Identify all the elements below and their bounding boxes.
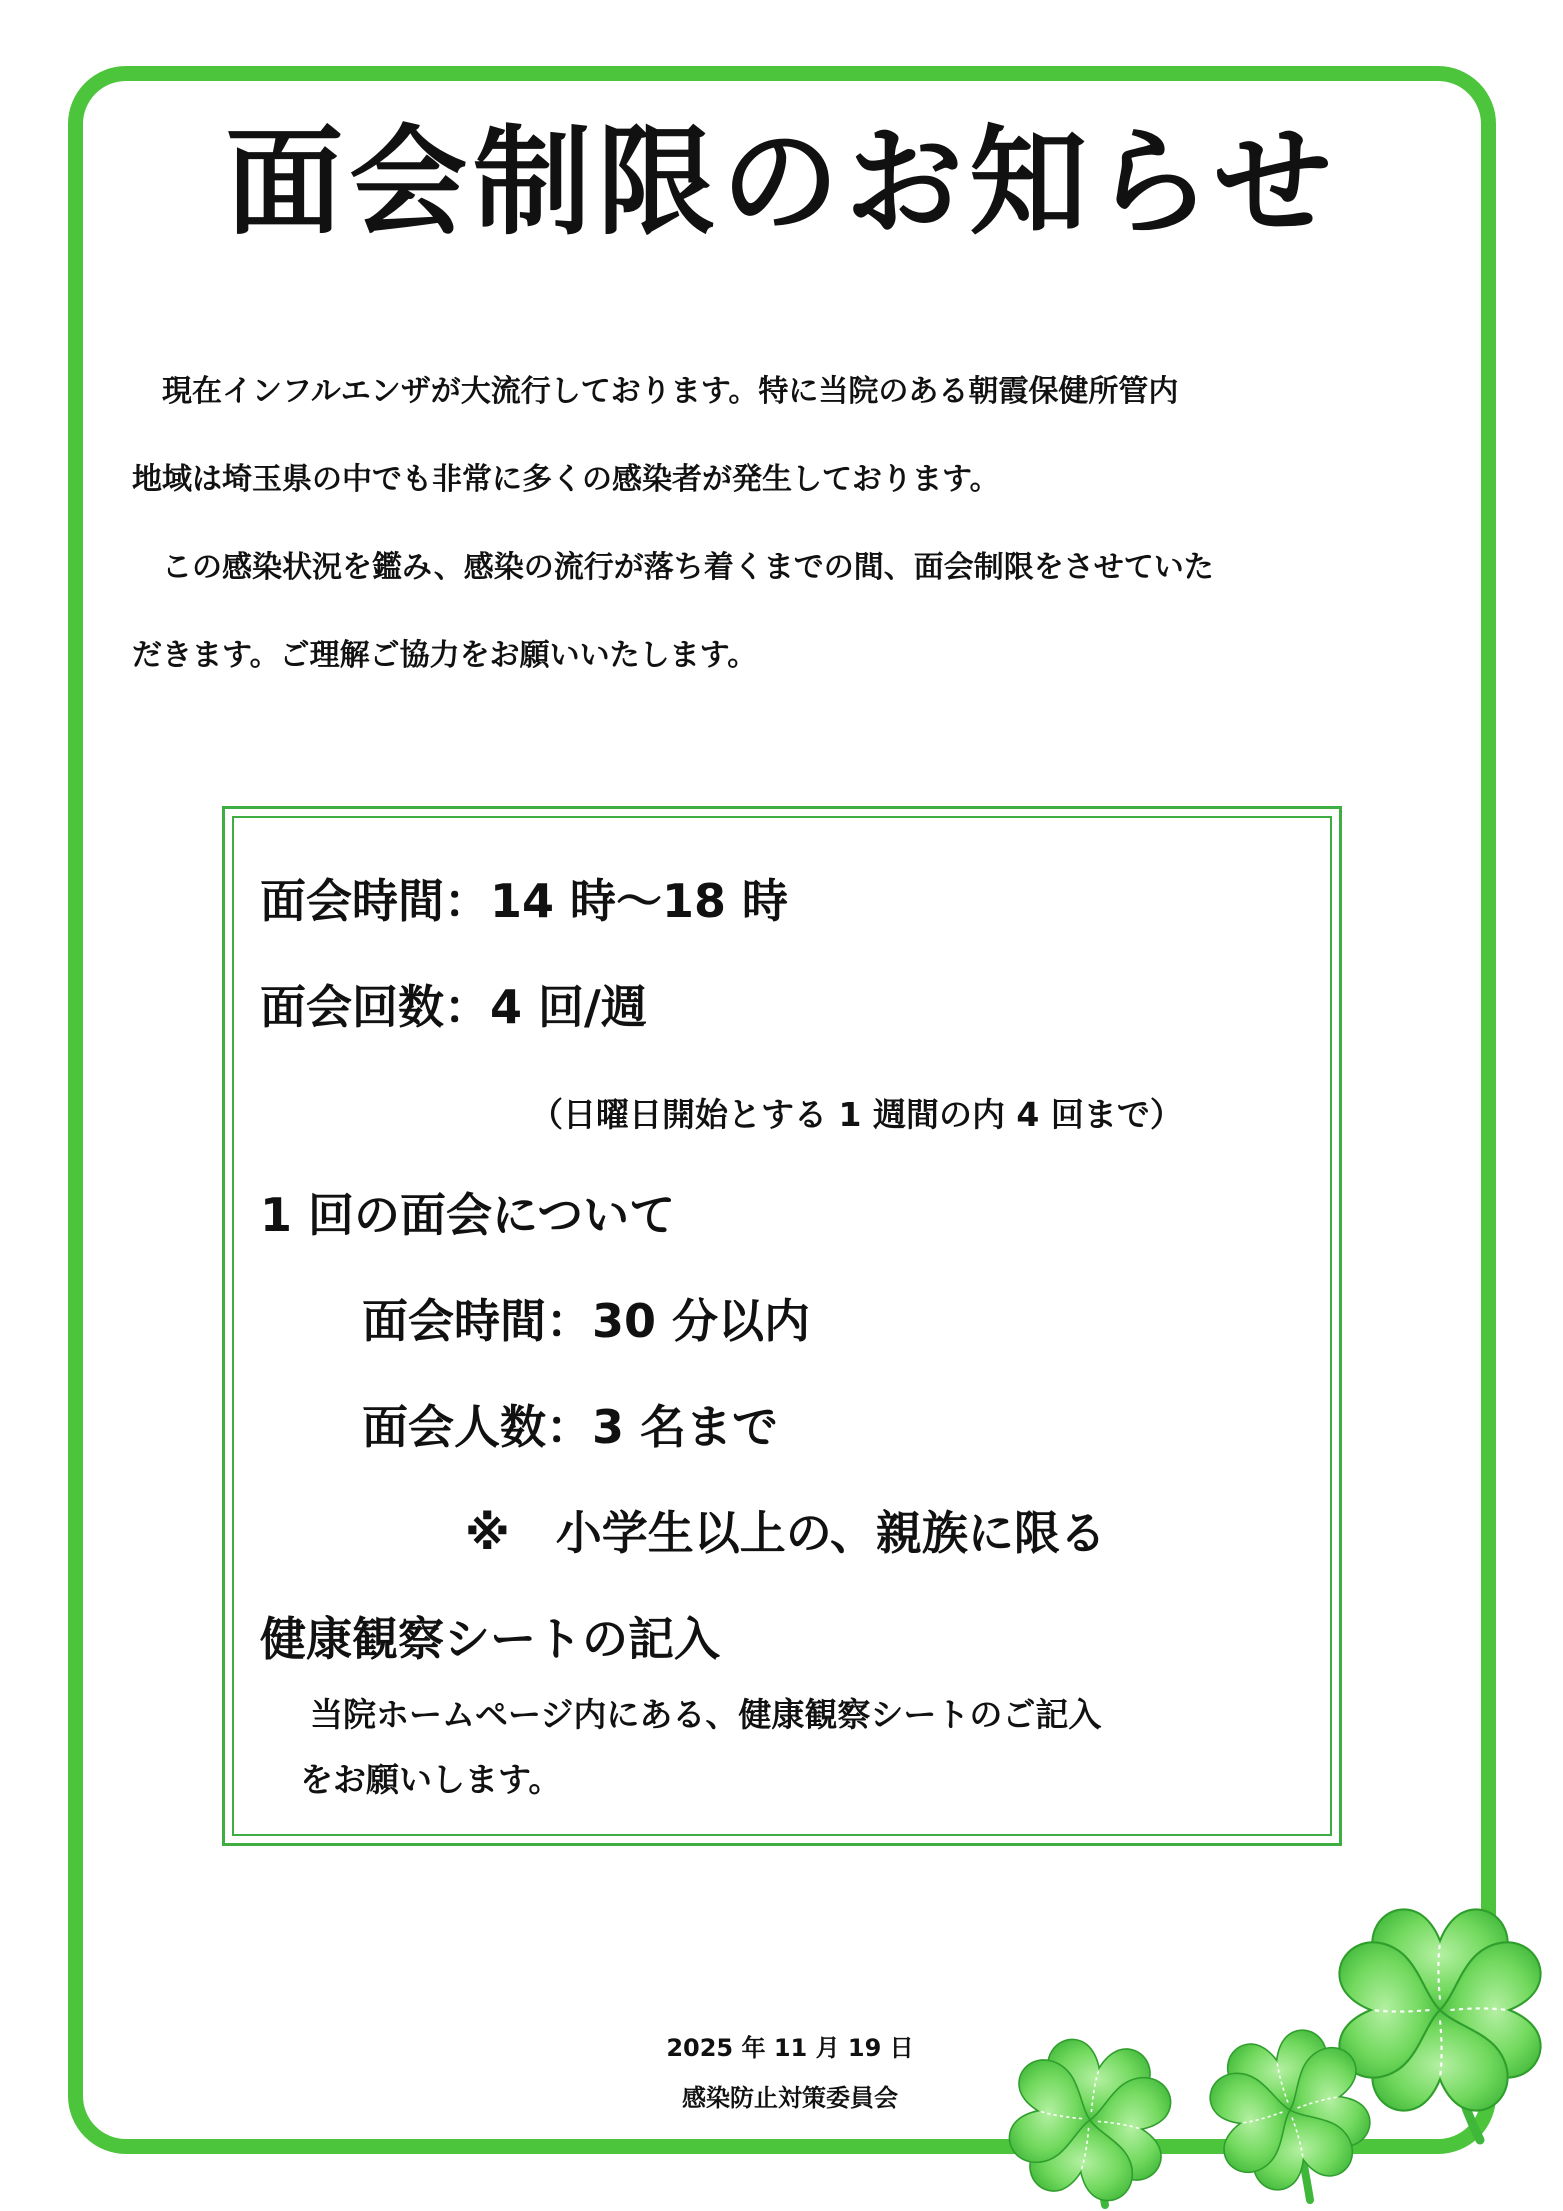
visit-duration: 面会時間：30 分以内 [362, 1294, 811, 1348]
intro-line: だきます。ご理解ご協力をお願いいたします。 [132, 638, 758, 673]
visit-restriction: ※ 小学生以上の、親族に限る [465, 1506, 1106, 1560]
visit-hours: 面会時間：14 時～18 時 [260, 874, 789, 928]
four-leaf-clover-icon [1339, 1909, 1540, 2140]
intro-line: 現在インフルエンザが大流行しております。特に当院のある朝霞保健所管内 [162, 374, 1179, 409]
page-title: 面会制限のお知らせ [225, 113, 1338, 251]
footer-committee: 感染防止対策委員会 [682, 2084, 898, 2112]
intro-line: 地域は埼玉県の中でも非常に多くの感染者が発生しております。 [132, 462, 1000, 497]
visit-people: 面会人数：3 名まで [362, 1400, 779, 1454]
health-sheet-line: 当院ホームページ内にある、健康観察シートのご記入 [310, 1695, 1102, 1734]
intro-line: この感染状況を鑑み、感染の流行が落ち着くまでの間、面会制限をさせていた [162, 550, 1214, 585]
visit-frequency: 面会回数：4 回/週 [260, 980, 647, 1034]
per-visit-heading: 1 回の面会について [260, 1188, 676, 1242]
visit-frequency-note: （日曜日開始とする 1 週間の内 4 回まで） [530, 1095, 1183, 1134]
health-sheet-line: をお願いします。 [300, 1760, 562, 1799]
four-leaf-clover-icon [1001, 2031, 1179, 2209]
footer-date: 2025 年 11 月 19 日 [666, 2034, 914, 2062]
health-sheet-heading: 健康観察シートの記入 [260, 1612, 720, 1666]
